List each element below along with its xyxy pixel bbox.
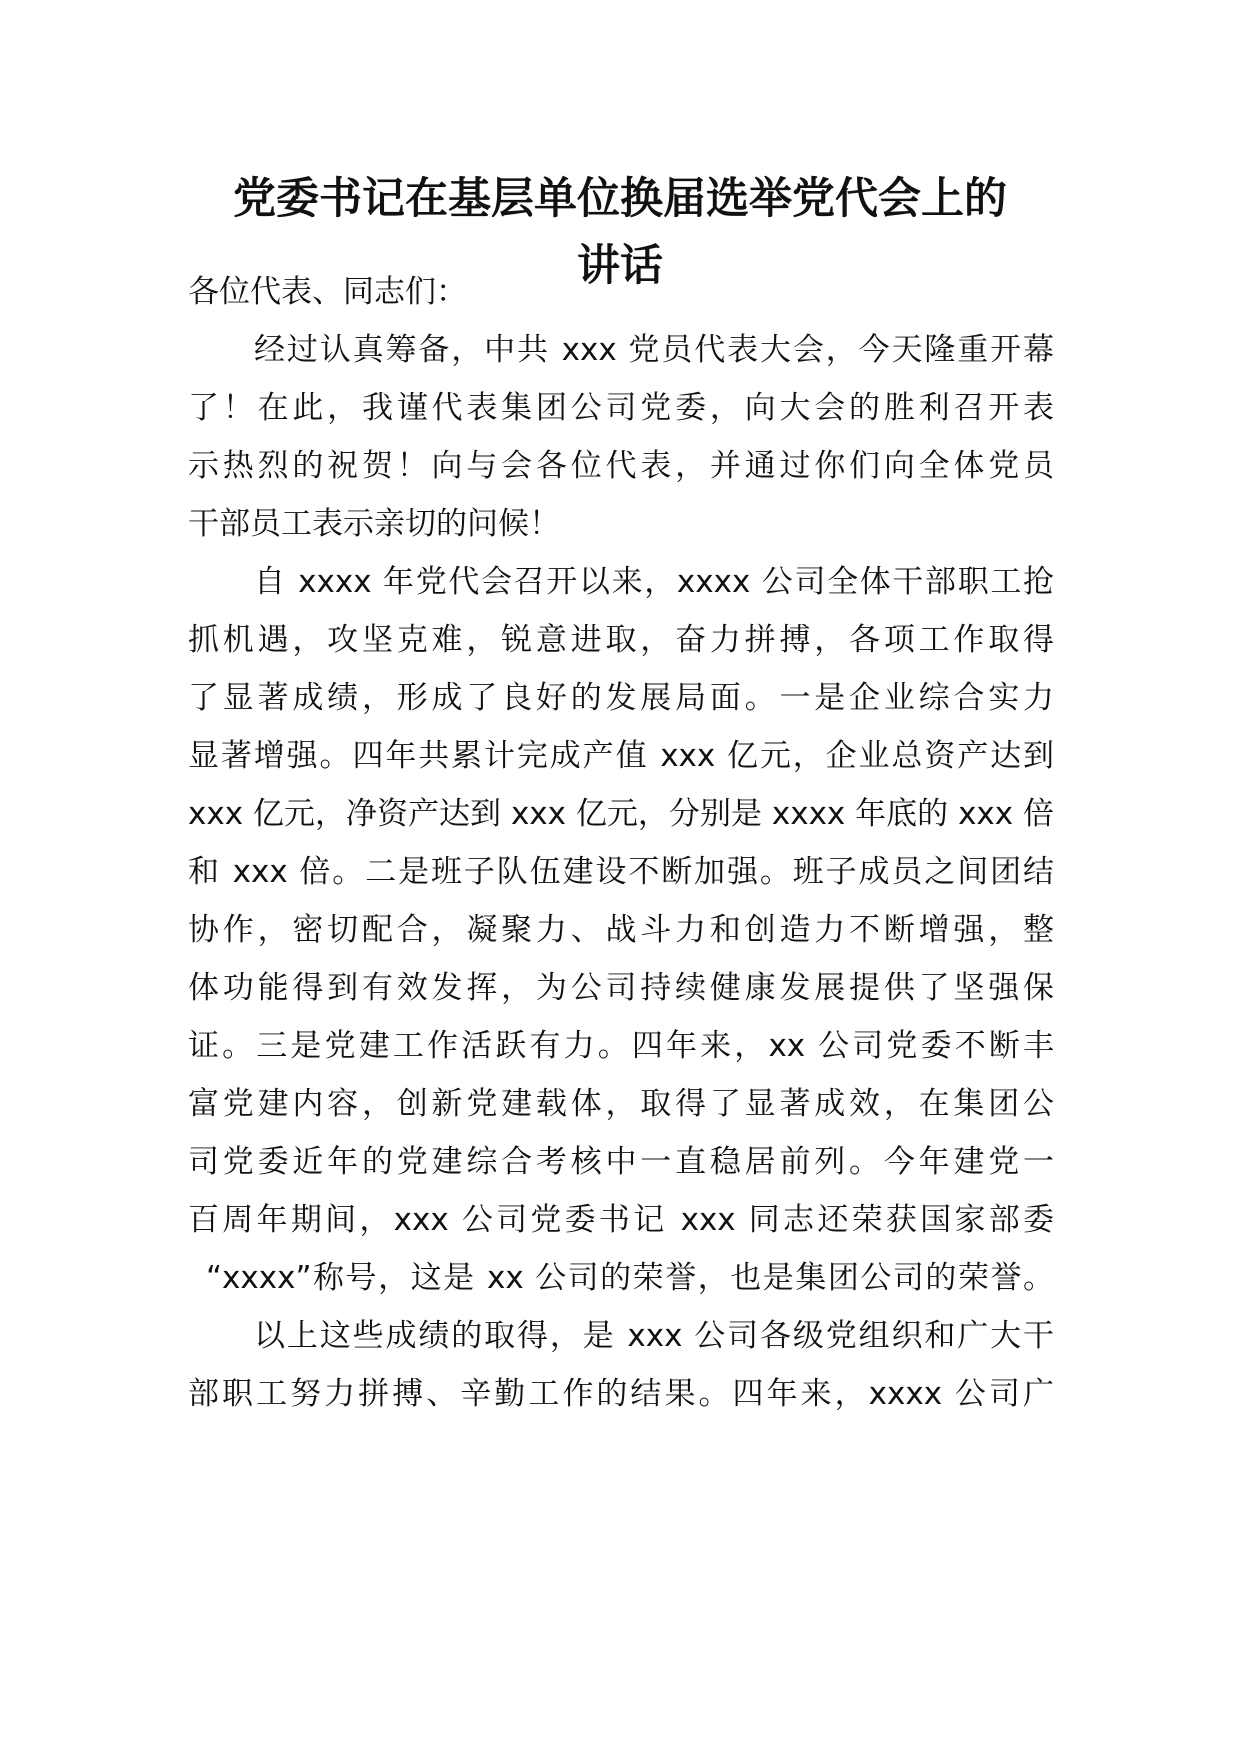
page-title-line-1: 党委书记在基层单位换届选举党代会上的 xyxy=(233,174,1007,224)
body-line: 自 xxxx 年党代会召开以来，xxxx 公司全体干部职工抢 xyxy=(254,564,1054,600)
body-line: 体功能得到有效发挥，为公司持续健康发展提供了坚强保 xyxy=(188,970,1054,1006)
body-line: 司党委近年的党建综合考核中一直稳居前列。今年建党一 xyxy=(188,1144,1054,1180)
body-line: 了！在此，我谨代表集团公司党委，向大会的胜利召开表 xyxy=(188,390,1054,426)
body-line: 部职工努力拼搏、辛勤工作的结果。四年来，xxxx 公司广 xyxy=(188,1376,1054,1412)
body-line: 富党建内容，创新党建载体，取得了显著成效，在集团公 xyxy=(188,1086,1054,1122)
body-line: 协作，密切配合，凝聚力、战斗力和创造力不断增强，整 xyxy=(188,912,1054,948)
body-line: 和 xxx 倍。二是班子队伍建设不断加强。班子成员之间团结 xyxy=(188,854,1054,890)
body-line: 百周年期间，xxx 公司党委书记 xxx 同志还荣获国家部委 xyxy=(188,1202,1054,1238)
salutation: 各位代表、同志们： xyxy=(188,274,467,310)
body-line: 干部员工表示亲切的问候！ xyxy=(188,506,560,542)
body-line: 示热烈的祝贺！向与会各位代表，并通过你们向全体党员 xyxy=(188,448,1054,484)
body-line: 证。三是党建工作活跃有力。四年来，xx 公司党委不断丰 xyxy=(188,1028,1054,1064)
body-line: 了显著成绩，形成了良好的发展局面。一是企业综合实力 xyxy=(188,680,1054,716)
body-line: xxx 亿元，净资产达到 xxx 亿元，分别是 xxxx 年底的 xxx 倍 xyxy=(188,796,1054,832)
body-line: 抓机遇，攻坚克难，锐意进取，奋力拼搏，各项工作取得 xyxy=(188,622,1054,658)
page-title-line-2: 讲话 xyxy=(577,241,663,291)
body-line: 以上这些成绩的取得，是 xxx 公司各级党组织和广大干 xyxy=(254,1318,1054,1354)
body-line: “xxxx”称号，这是 xx 公司的荣誉，也是集团公司的荣誉。 xyxy=(206,1260,1054,1296)
body-line: 经过认真筹备，中共 xxx 党员代表大会，今天隆重开幕 xyxy=(254,332,1054,368)
body-line: 显著增强。四年共累计完成产值 xxx 亿元，企业总资产达到 xyxy=(188,738,1054,774)
